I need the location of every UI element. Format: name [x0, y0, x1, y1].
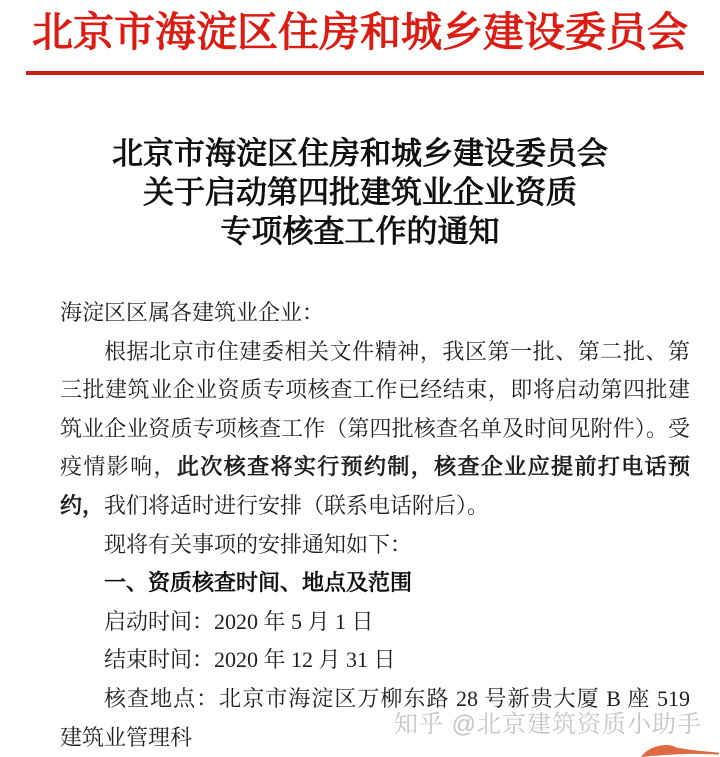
main-paragraph-tail: 我们将适时进行安排（联系电话附后）。	[104, 492, 490, 518]
start-time-line: 启动时间：2020 年 5 月 1 日	[104, 608, 374, 634]
intro-line: 现将有关事项的安排通知如下：	[104, 531, 413, 557]
end-time-line: 结束时间：2020 年 12 月 31 日	[104, 647, 396, 673]
main-paragraph	[60, 333, 690, 526]
document-title	[0, 134, 720, 251]
swoosh-icon	[640, 744, 720, 757]
zhihu-watermark: 知乎 @北京建筑资质小助手	[393, 711, 702, 738]
document-body	[60, 294, 690, 757]
main-paragraph-bold-note: 此次核查将实行预约制，核查企业应提前打电话预约，	[60, 454, 690, 518]
letterhead-divider-rule	[26, 71, 704, 75]
salutation-line: 海淀区区属各建筑业企业：	[60, 300, 325, 325]
document-title-line-3: 专项核查工作的通知	[220, 214, 500, 249]
main-paragraph-lead: 根据北京市住建委相关文件精神，我区第一批、第二批、第三批建筑业企业资质专项核查工作已经结束，即将启动第四批建筑业企业资质专项核查工作（第四批核查名单及时间见附件）。受疫情影响，	[60, 338, 690, 480]
document-title-line-1: 北京市海淀区住房和城乡建设委员会	[112, 136, 608, 171]
location-line: 核查地点：北京市海淀区万柳东路 28 号新贵大厦 B 座 519 建筑业管理科	[60, 685, 690, 750]
document-title-line-2: 关于启动第四批建筑业企业资质	[143, 175, 577, 210]
section-1-heading: 一、资质核查时间、地点及范围	[104, 570, 413, 596]
letterhead-agency-name: 北京市海淀区住房和城乡建设委员会	[32, 9, 688, 55]
